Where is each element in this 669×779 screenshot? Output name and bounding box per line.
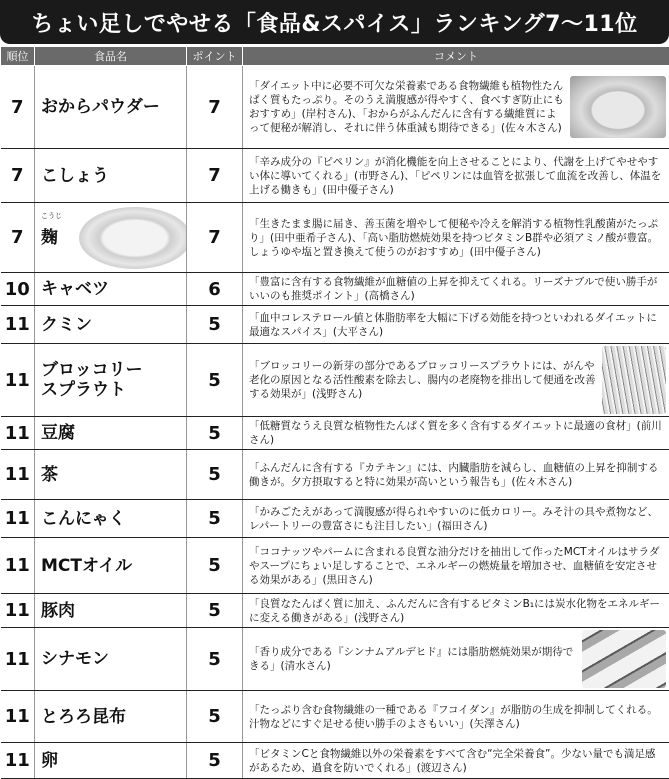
points-cell: 6 (187, 273, 243, 306)
comment-cell (243, 66, 669, 149)
rank-cell: 11 (1, 743, 35, 779)
food-name: 豆腐 (41, 423, 75, 443)
comment-text: 「良質なたんぱく質に加え、ふんだんに含有するビタミンB₁には炭水化物をエネルギーに変える働きがある」(浅野さん) (249, 597, 666, 625)
food-name-cell (35, 344, 187, 417)
comment-text: 「豊富に含有する食物繊維が血糖値の上昇を抑えてくれる。リーズナブルで使い勝手がいいのも推奨ポイント」(高橋さん) (249, 275, 666, 303)
rank-cell: 11 (1, 691, 35, 743)
comment-text: 「ふんだんに含有する『カテキン』には、内臓脂肪を減らし、血糖値の上昇を抑制する働きが。夕方摂取すると特に効果が高いという報告も」(佐々木さん) (249, 461, 666, 489)
header-rank: 順位 (1, 47, 35, 66)
food-name: 茶 (41, 465, 58, 485)
food-name: 卵 (41, 751, 58, 771)
food-name-cell (35, 628, 187, 691)
food-name: ブロッコリー スプラウト (41, 360, 143, 400)
points-cell: 5 (187, 344, 243, 417)
food-name-cell (35, 417, 187, 450)
points-cell: 5 (187, 306, 243, 344)
food-name: キャベツ (41, 279, 109, 299)
cinnamon-photo (582, 630, 666, 688)
comment-text: 「たっぷり含む食物繊維の一種である『フコイダン』が脂肪の生成を抑制してくれる。汁物などにすぐ足せる使い勝手のよさもいい」(矢澤さん) (249, 703, 666, 731)
food-name: こんにゃく (41, 509, 126, 529)
header-points: ポイント (187, 47, 243, 66)
food-name-cell (35, 500, 187, 538)
points-cell: 5 (187, 594, 243, 628)
comment-text: 「かみごたえがあって満腹感が得られやすいのに低カロリー。みそ汁の具や煮物など、レパートリーの豊富さにも注目したい」(福田さん) (249, 505, 666, 533)
food-name-cell (35, 149, 187, 203)
comment-text: 「生きたまま腸に届き、善玉菌を増やして便秘や冷えを解消する植物性乳酸菌がたっぷり」(田中亜希子さん)、「高い脂肪燃焼効果を持つビタミンB群や必須アミノ酸が豊富。しょうゆや塩と置き換えて使うのがおすすめ」(田中優子さん) (249, 217, 666, 259)
comment-cell (243, 500, 669, 538)
food-name: クミン (41, 315, 92, 335)
table-row (1, 500, 669, 538)
comment-cell (243, 344, 669, 417)
points-cell: 5 (187, 538, 243, 594)
comment-text: 「辛み成分の『ピペリン』が消化機能を向上させることにより、代謝を上げてやせやすい体に導いてくれる」(市野さん)、「ピペリンには血管を拡張して血流を改善し、体温を上げる働きも」(田中優子さん) (249, 155, 666, 197)
table-row (1, 594, 669, 628)
table-row (1, 691, 669, 743)
comment-text: 「ダイエット中に必要不可欠な栄養素である食物繊維も植物性たんぱく質もたっぷり。そのうえ満腹感が得やすく、食べすぎ防止にもおすすめ」(岸村さん)、「おからがふんだんに含有する繊維質によって便秘が解消し、それに伴う体重減も期待できる」(佐々木さん) (249, 79, 566, 135)
comment-cell (243, 273, 669, 306)
food-name: MCTオイル (41, 556, 132, 576)
food-name: とろろ昆布 (41, 707, 126, 727)
rank-cell: 7 (1, 149, 35, 203)
rank-cell: 11 (1, 628, 35, 691)
table-header-row (1, 47, 669, 66)
rank-cell: 11 (1, 450, 35, 500)
points-cell: 7 (187, 149, 243, 203)
food-name-cell (35, 203, 187, 273)
comment-cell (243, 594, 669, 628)
food-name-cell (35, 306, 187, 344)
comment-cell (243, 628, 669, 691)
comment-text: 「ビタミンCと食物繊維以外の栄養素をすべて含む“完全栄養食”。少ない量でも満足感があるため、過食を防いでくれる」(渡辺さん) (249, 747, 666, 775)
points-cell: 7 (187, 66, 243, 149)
food-name: おからパウダー (41, 97, 160, 117)
table-row (1, 743, 669, 779)
header-comment: コメント (243, 47, 669, 66)
title-bar (0, 0, 669, 44)
food-name: シナモン (41, 649, 109, 669)
food-name-ruby: こうじ (41, 211, 62, 221)
table-row (1, 344, 669, 417)
comment-cell (243, 743, 669, 779)
comment-cell (243, 149, 669, 203)
comment-cell (243, 417, 669, 450)
koji-photo (79, 207, 187, 269)
table-row (1, 417, 669, 450)
table-row (1, 450, 669, 500)
points-cell: 7 (187, 203, 243, 273)
rank-cell: 11 (1, 594, 35, 628)
comment-cell (243, 450, 669, 500)
food-name-cell (35, 273, 187, 306)
rank-cell: 11 (1, 344, 35, 417)
table-row (1, 203, 669, 273)
food-name-cell (35, 450, 187, 500)
comment-cell (243, 306, 669, 344)
comment-cell (243, 538, 669, 594)
rank-cell: 11 (1, 417, 35, 450)
rank-cell: 7 (1, 66, 35, 149)
rank-cell: 11 (1, 538, 35, 594)
food-name-cell (35, 66, 187, 149)
ranking-table (0, 46, 669, 779)
comment-text: 「低糖質なうえ良質な植物性たんぱく質を多く含有するダイエットに最適の食材」(前川さん) (249, 419, 666, 447)
points-cell: 5 (187, 417, 243, 450)
food-name-cell (35, 538, 187, 594)
rank-cell: 11 (1, 306, 35, 344)
food-name-cell (35, 743, 187, 779)
food-name: こしょう (41, 166, 109, 186)
rank-cell: 10 (1, 273, 35, 306)
points-cell: 5 (187, 628, 243, 691)
table-row (1, 628, 669, 691)
points-cell: 5 (187, 500, 243, 538)
table-row (1, 538, 669, 594)
page-title: ちょい足しでやせる「食品&スパイス」ランキング7〜11位 (31, 7, 637, 38)
sprout-photo (602, 346, 666, 414)
food-name-cell (35, 594, 187, 628)
rank-cell: 7 (1, 203, 35, 273)
points-cell: 5 (187, 743, 243, 779)
comment-text: 「血中コレステロール値と体脂肪率を大幅に下げる効能を持つといわれるダイエットに最適なスパイス」(大平さん) (249, 311, 666, 339)
table-row (1, 66, 669, 149)
table-row (1, 149, 669, 203)
comment-cell (243, 203, 669, 273)
rank-cell: 11 (1, 500, 35, 538)
okara-photo (570, 76, 666, 138)
food-name: 豚肉 (41, 601, 75, 621)
comment-text: 「ブロッコリーの新芽の部分であるブロッコリースプラウトには、がんや老化の原因となる活性酸素を除去し、腸内の老廃物を排出して便通を改善する効果が」(浅野さん) (249, 359, 598, 401)
header-food: 食品名 (35, 47, 187, 66)
food-name: 麹 (41, 228, 58, 248)
comment-cell (243, 691, 669, 743)
points-cell: 5 (187, 691, 243, 743)
comment-text: 「ココナッツやパームに含まれる良質な油分だけを抽出して作ったMCTオイルはサラダやスープにちょい足しすることで、エネルギーの燃焼量を増加させ、血糖値を安定させる効果がある」(黒田さん) (249, 545, 666, 587)
table-row (1, 273, 669, 306)
points-cell: 5 (187, 450, 243, 500)
table-row (1, 306, 669, 344)
comment-text: 「香り成分である『シンナムアルデヒド』には脂肪燃焼効果が期待できる」(清水さん) (249, 645, 578, 673)
food-name-cell (35, 691, 187, 743)
